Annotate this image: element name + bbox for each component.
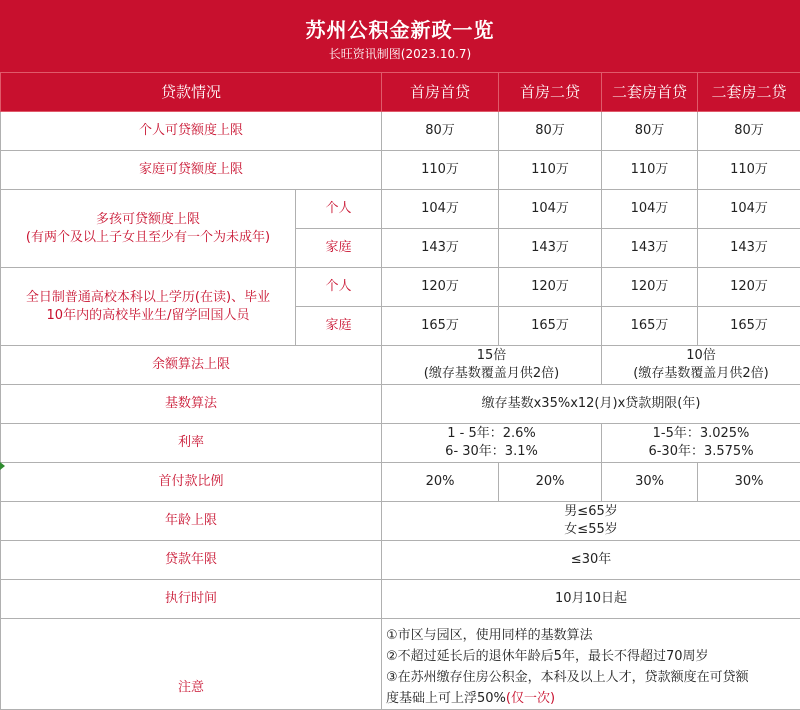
sub-label-family: 家庭	[296, 307, 382, 346]
table-row	[1, 190, 800, 229]
table-cell: 80万	[698, 112, 800, 151]
page-title: 苏州公积金新政一览	[0, 14, 800, 43]
table-row	[1, 151, 800, 190]
header-second-home-first-loan: 二套房首贷	[602, 73, 698, 112]
note-highlight: (仅一次)	[506, 691, 555, 706]
table-row	[1, 268, 800, 307]
table-cell: 104万	[499, 190, 602, 229]
title-banner	[0, 0, 800, 72]
table-cell: 30%	[698, 463, 800, 502]
table-cell: 104万	[602, 190, 698, 229]
row-label-line: 10年内的高校毕业生/留学回国人员	[1, 307, 295, 325]
table-cell: 120万	[698, 268, 800, 307]
sub-label-personal: 个人	[296, 268, 382, 307]
table-cell: 20%	[382, 463, 499, 502]
table-cell: 104万	[698, 190, 800, 229]
table-cell: 165万	[698, 307, 800, 346]
table-cell: 110万	[382, 151, 499, 190]
note-line-multi	[386, 688, 800, 709]
table-cell: 104万	[382, 190, 499, 229]
row-label-line: 多孩可贷额度上限	[1, 211, 295, 229]
header-second-home-second-loan: 二套房二贷	[698, 73, 800, 112]
table-cell: 110万	[698, 151, 800, 190]
policy-table	[0, 72, 800, 710]
table-cell: 120万	[382, 268, 499, 307]
note-line: ②不超过延长后的退休年龄后5年，最长不得超过70周岁	[386, 646, 800, 667]
cell-line: (缴存基数覆盖月供2倍)	[382, 365, 601, 383]
note-text: 度基础上可上浮50%	[386, 691, 506, 706]
table-cell-merged	[382, 346, 602, 385]
table-row	[1, 385, 800, 424]
cell-line: (缴存基数覆盖月供2倍)	[602, 365, 800, 383]
table-cell: 120万	[499, 268, 602, 307]
table-cell-merged	[602, 346, 800, 385]
table-cell-merged: 缴存基数x35%x12(月)x贷款期限(年)	[382, 385, 800, 424]
cell-line: 15倍	[382, 347, 601, 365]
cell-line: 6-30年：3.575%	[602, 443, 800, 461]
cell-line: 10倍	[602, 347, 800, 365]
note-line: ①市区与园区，使用同样的基数算法	[386, 619, 800, 646]
row-label: 首付款比例	[1, 463, 382, 502]
note-line: ③在苏州缴存住房公积金，本科及以上人才，贷款额度在可贷额	[386, 667, 800, 688]
row-label-graduate	[1, 268, 296, 346]
table-row	[1, 424, 800, 463]
table-cell: 165万	[499, 307, 602, 346]
row-label: 年龄上限	[1, 502, 382, 541]
table-cell-merged	[382, 502, 800, 541]
table-row	[1, 502, 800, 541]
table-cell: 30%	[602, 463, 698, 502]
row-label: 家庭可贷额度上限	[1, 151, 382, 190]
table-cell-merged: 10月10日起	[382, 580, 800, 619]
table-cell: 120万	[602, 268, 698, 307]
table-cell: 80万	[382, 112, 499, 151]
table-cell: 165万	[602, 307, 698, 346]
table-cell-merged: ≤30年	[382, 541, 800, 580]
table-row-notes	[1, 619, 800, 710]
table-cell: 110万	[602, 151, 698, 190]
header-loan-situation: 贷款情况	[1, 73, 382, 112]
table-header-row	[1, 73, 800, 112]
row-label-line: 全日制普通高校本科以上学历(在读)、毕业	[1, 289, 295, 307]
table-cell: 110万	[499, 151, 602, 190]
table-cell: 80万	[499, 112, 602, 151]
cell-line: 1-5年：3.025%	[602, 425, 800, 443]
cell-line: 6- 30年：3.1%	[382, 443, 601, 461]
row-label-multi-child	[1, 190, 296, 268]
table-cell-merged	[382, 424, 602, 463]
table-row	[1, 346, 800, 385]
notes-cell	[382, 619, 800, 710]
table-cell: 143万	[499, 229, 602, 268]
table-cell: 80万	[602, 112, 698, 151]
cell-line: 女≤55岁	[382, 521, 800, 539]
cell-line: 1 - 5年：2.6%	[382, 425, 601, 443]
row-label: 贷款年限	[1, 541, 382, 580]
row-label: 基数算法	[1, 385, 382, 424]
table-row	[1, 541, 800, 580]
table-cell: 143万	[382, 229, 499, 268]
row-label: 注意	[1, 619, 382, 710]
table-cell: 143万	[698, 229, 800, 268]
cell-line: 男≤65岁	[382, 503, 800, 521]
row-label: 个人可贷额度上限	[1, 112, 382, 151]
table-cell: 165万	[382, 307, 499, 346]
row-label: 执行时间	[1, 580, 382, 619]
sub-label-family: 家庭	[296, 229, 382, 268]
row-label-line: (有两个及以上子女且至少有一个为未成年)	[1, 229, 295, 247]
table-cell: 143万	[602, 229, 698, 268]
table-row	[1, 580, 800, 619]
header-first-home-second-loan: 首房二贷	[499, 73, 602, 112]
sub-label-personal: 个人	[296, 190, 382, 229]
table-row	[1, 112, 800, 151]
table-row	[1, 463, 800, 502]
table-cell-merged	[602, 424, 800, 463]
cell-marker-icon	[0, 462, 5, 470]
row-label: 利率	[1, 424, 382, 463]
page-subtitle: 长旺资讯制图(2023.10.7)	[0, 45, 800, 62]
row-label: 余额算法上限	[1, 346, 382, 385]
table-cell: 20%	[499, 463, 602, 502]
header-first-home-first-loan: 首房首贷	[382, 73, 499, 112]
